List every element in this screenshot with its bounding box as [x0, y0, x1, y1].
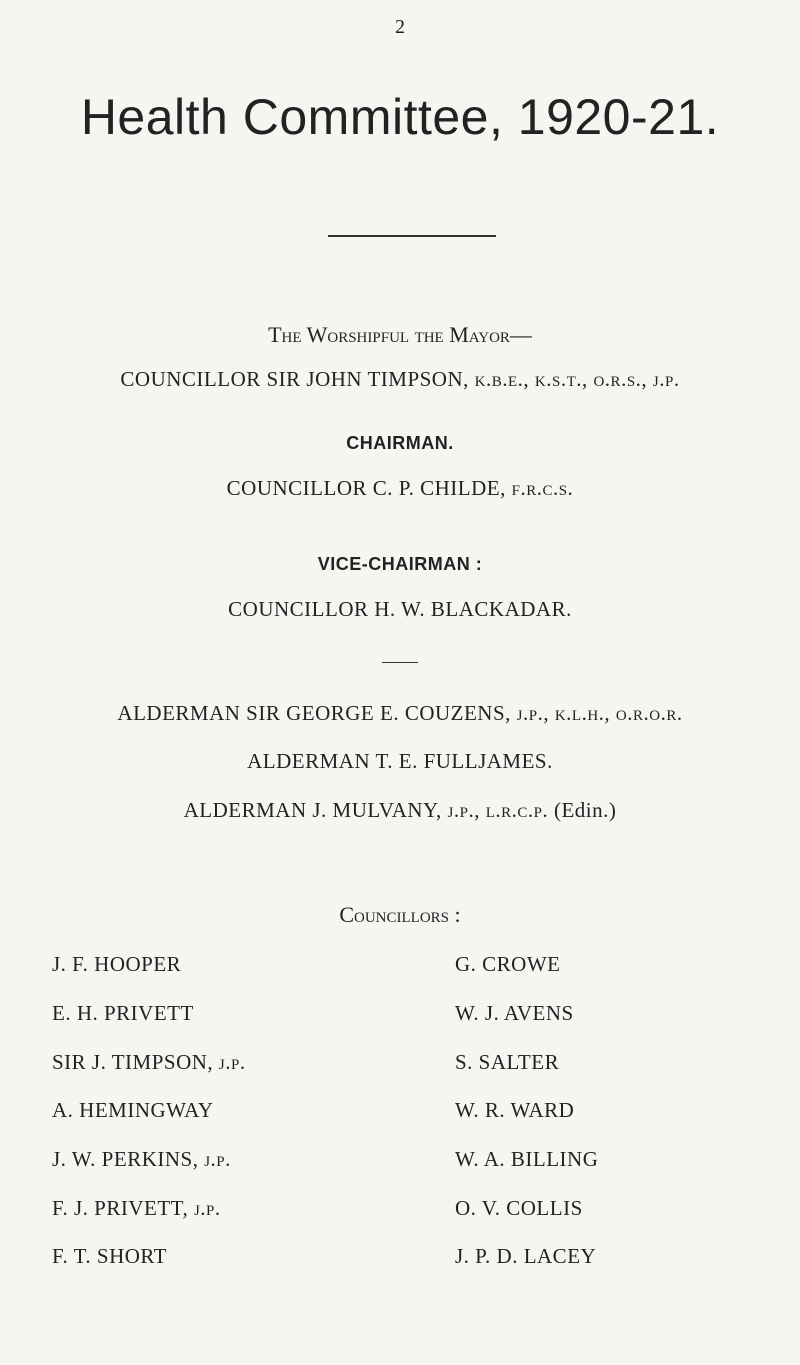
vice-chairman-heading: VICE-CHAIRMAN :: [317, 554, 483, 574]
page-title: Health Committee, 1920-21.: [80, 89, 720, 145]
page-number: 2: [395, 16, 405, 38]
councillor-left: [52, 1244, 167, 1269]
councillor-name: F. J. PRIVETT,: [52, 1196, 189, 1220]
councillor-name: J. F. HOOPER: [52, 952, 182, 976]
councillor-name: E. H. PRIVETT: [52, 1001, 194, 1025]
alderman-name: ALDERMAN J. MULVANY,: [183, 798, 442, 822]
councillor-right: O. V. COLLIS: [455, 1196, 583, 1220]
councillor-right: S. SALTER: [455, 1050, 560, 1074]
councillor-left: [52, 1098, 214, 1123]
councillor-right: W. R. WARD: [455, 1098, 575, 1122]
alderman-name: ALDERMAN SIR GEORGE E. COUZENS,: [117, 701, 511, 725]
chairman-heading: CHAIRMAN.: [346, 433, 454, 453]
councillor-right: G. CROWE: [455, 952, 561, 976]
councillor-name: SIR J. TIMPSON,: [52, 1050, 214, 1074]
chairman-name: COUNCILLOR C. P. CHILDE,: [226, 476, 506, 500]
councillor-left: [52, 1147, 231, 1172]
vice-chairman-name: COUNCILLOR H. W. BLACKADAR.: [228, 597, 572, 621]
councillor-honours: j.p.: [218, 1050, 246, 1074]
alderman-honours: j.p., k.l.h., o.r.o.r.: [516, 701, 683, 725]
councillor-left: [52, 1196, 221, 1221]
section-divider: [382, 662, 418, 663]
councillor-honours: j.p.: [193, 1196, 221, 1220]
councillor-right: W. A. BILLING: [455, 1147, 599, 1171]
councillor-left: [52, 1001, 194, 1026]
councillor-name: A. HEMINGWAY: [52, 1098, 214, 1122]
mayor-name-line: [0, 367, 800, 392]
chairman-honours: f.r.c.s.: [511, 476, 574, 500]
councillors-heading: Councillors :: [339, 902, 461, 927]
councillor-name: F. T. SHORT: [52, 1244, 167, 1268]
councillor-name: J. W. PERKINS,: [52, 1147, 199, 1171]
alderman-name: ALDERMAN T. E. FULLJAMES.: [247, 749, 553, 773]
councillor-right: W. J. AVENS: [455, 1001, 574, 1025]
councillor-left: [52, 952, 181, 977]
title-divider: [328, 235, 496, 237]
councillor-honours: j.p.: [204, 1147, 231, 1171]
alderman-line: [0, 701, 800, 726]
alderman-line: [0, 798, 800, 823]
mayor-name: COUNCILLOR SIR JOHN TIMPSON,: [120, 367, 469, 391]
chairman-name-line: [0, 476, 800, 501]
alderman-honours: j.p., l.r.c.p.: [447, 798, 549, 822]
mayor-honours: k.b.e., k.s.t., o.r.s., j.p.: [474, 367, 680, 391]
mayor-heading: The Worshipful the Mayor—: [268, 322, 532, 347]
councillor-right: J. P. D. LACEY: [455, 1244, 597, 1268]
alderman-suffix: (Edin.): [548, 798, 617, 822]
councillor-left: [52, 1050, 246, 1075]
alderman-line: [0, 749, 800, 774]
